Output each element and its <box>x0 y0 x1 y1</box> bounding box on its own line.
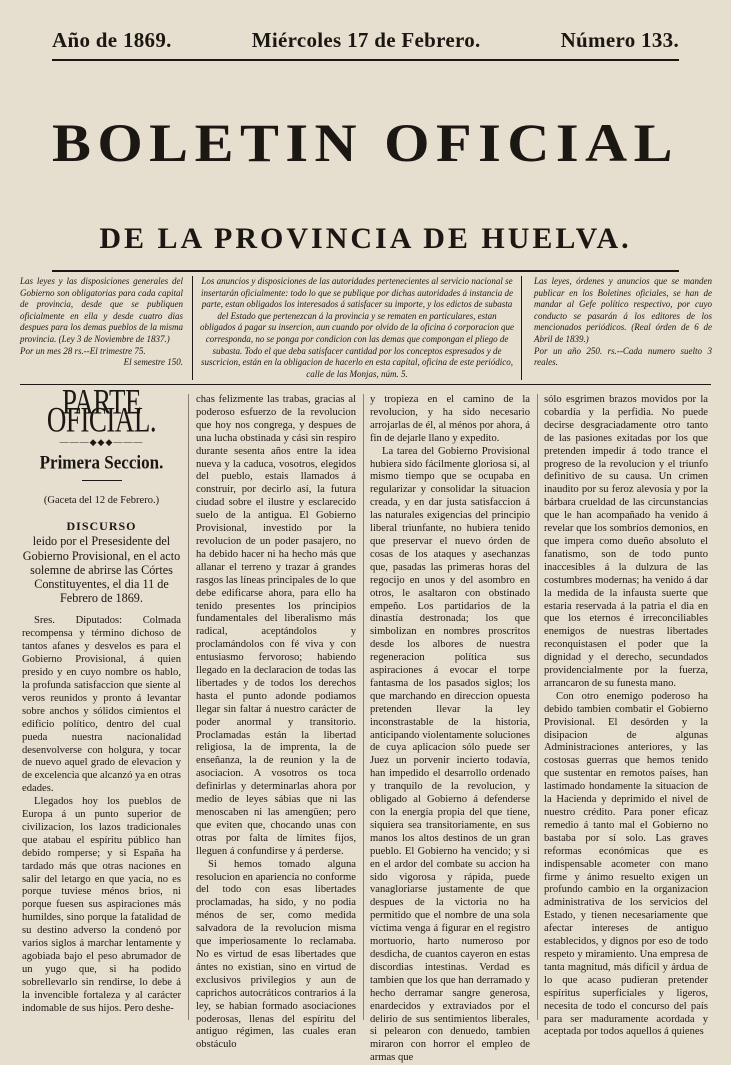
column-divider <box>363 394 364 1020</box>
paragraph: Si hemos tomado alguna resolucion en apariencia no conforme del todo con esas libertades proclamadas, ha sido, y no podia ménos de ser, como medida salvadora de la revolucion misma que imperiosamente lo reclamaba. No es virtud de esas libertades que ántes no existian, sino en virtud de exclusivos privilegios y aun de caprichos autocráticos contrarios á la ley, se habian formado asociaciones poderosas, llenas del espíritu del antiguo régimen, las cuales eran obstáculo <box>196 858 356 1051</box>
gazette-reference: (Gaceta del 12 de Febrero.) <box>43 494 160 506</box>
subsection-heading: Primera Seccion. <box>39 451 164 473</box>
notice-right-price: Por un año 250. rs.--Cada numero suelto 3 reales. <box>534 345 712 368</box>
column-3 <box>370 394 530 1065</box>
paragraph: Con otro enemigo poderoso ha debido tambien combatir el Gobierno Provisional. El desórden y la disipacion de algunas Administraciones anteriores, y las costosas guerras que hemos tenido que sustentar en remotos países, han lastimado hondamente la situacion de la Hacienda y deprimido el nivel de nuestro crédito. Para poner eficaz remedio á tanto mal el Gobierno no bastaba por sí solo. Las graves reformas económicas que es indispensable acometer con mano firme y ánimo resuelto exigen un profundo cambio en la organizacion administrativa de los servicios del Estado, y tienen necesariamente que afectar intereses de antiguo establecidos, y dignos por eso de todo respeto y miramiento. Una empresa de tanta magnitud, más difícil y árdua de lo que acaso pudieran pretender espíritus superficiales y ligeros, necesita de todo el concurso del país para ser maduramente acordada y aceptada por todos aquellos á quienes <box>544 690 708 1038</box>
notice-left <box>20 276 183 369</box>
short-rule <box>82 480 122 481</box>
paragraph: Sres. Diputados: Colmada recompensa y término dichoso de tantos afanes y desvelos es para el Gobierno Provisional, á quien presido y en cuyo nombre os hablo, la profunda satisfaccion que siente al veros reunidos y pronto á levantar sobre anchos y sólidos cimientos el edificio político, dentro del cual pueda nuestra nacionalidad desenvolverse con holgura, y tocar de nuevo aquel grado de elevacion y de excelencia que alcanzó ya en otras edades. <box>22 615 181 795</box>
masthead-line <box>52 28 679 54</box>
ornament-divider: ———◆◆◆——— <box>59 436 144 447</box>
issue-year: Año de 1869. <box>52 28 172 52</box>
paragraph: chas felizmente las trabas, gracias al poderoso esfuerzo de la revolucion que hoy nos congrega, y despues de una lucha obstinada y cási sin respiro durante sesenta años entre la idea nueva y la caduca, vosotros, elegidos del pueblo, estais llamados á construir, por decirlo así, la futura ciudad sobre el ilustre y esclarecido suelo de la antigua. El Gobierno Provisional, investido por la revolucion de un poder pasajero, no ha debido hacer ni ha hecho más que allanar el terreno y trazar á grandes rasgos las líneas principales de lo que debe edificarse ahora, para ello ha tenido presentes los principios fundamentales del liberalismo más radical, aceptándolos y proclamándolos con fé viva y con entusiasmo fervoroso; habiendo llegado en la declaracion de todas las libertades y de todos los derechos hasta el punto adonde podiamos llegar sin faltar á nuestro carácter de poder anormal y transitorio. Proclamadas están la libertad religiosa, la de imprenta, la de enseñanza, la de reunion y la de asociacion. A vosotros os toca definirlas y determinarlas ahora por medio de leyes sábias que ni las menoscaben ni las amengüen; pero que eviten que, chocando unas con otras por falta de límites fijos, lleguen á confundirse y á perderse. <box>196 394 356 857</box>
section-heading: PARTE OFICIAL. <box>46 381 157 440</box>
paragraph: sólo esgrimen brazos movidos por la cobardía y la perfidia. No puede decirse desgraciadamente otro tanto de las pasiones exitadas por los que pretenden impedir á todo trance el progreso de la revolucion y el triunfo definitivo de su causa. Un crímen inaudito por su feroz alevosía y por la bárbara crueldad de las circunstancias que le han acompañado ha venido á revelar que los sombríos demonios, en que impera como dueño absoluto el fanatismo, son de todo punto inaccesibles á la dulzura de las costumbres modernas; ha venido á dar la medida de la infausta suerte que estaria reservada á la patria el dia en que los eternos é irreconciliables enemigos de nuestras libertades reconquistasen el poder que la dignidad y el derecho, secundados providencialmente por la fuerza, arrancaron de su funesta mano. <box>544 394 708 689</box>
notice-center: Los anuncios y disposiciones de las autoridades pertenecientes al servicio nacional se insertarán oficialmente: todo lo que se publique por dichas autoridades á instancia de parte, estan obligados los interesados á satisfacer su importe, y los edictos de subasta del Estado que pertenezcan á la provincia y se rematen en particulares, estan obligados á pagar su insercion, aun cuando por olvido de la oficina ó corporacion que corresponda, no se ponga por condicion con las demas que compongan el pliego de subasta. Todo el que deba satisfacer cantidad por los conceptos espresados y de suscricion, están en la obligacion de hacerlo en esta capital, oficina de este periódico, calle de las Monjas, núm. 5. <box>192 276 522 380</box>
newspaper-title: BOLETIN OFICIAL <box>51 113 680 173</box>
paragraph: La tarea del Gobierno Provisional hubiera sido fácilmente gloriosa si, al mismo tiempo que se ocupaba en regularizar y consolidar la situacion creada, y en dar justa satisfaccion á las naturales exigencias del principio liberal triunfante, no hubiera tenido que preservar el nuevo órden de cosas de los ataques y asechanzas que, pasadas las primeras horas del regocijo en unos y del asombro en otros, le asaltaron con obstinado empeño. Los partidarios de la dinastía destronada; los que simbolizan en nombres proscritos desde los albores de nuestra regeneracion política sus aspiraciones á evocar el torpe fantasma de los pasados siglos; los que marchando en direccion opuesta pretenden llevar la ley inconstrastable de la historia, anticipando violentamente soluciones de cuya aplicacion sólo puede ser Juez un porvenir incierto todavía, han impedido el desarrollo ordenado y tranquilo de la revolucion, y obligado al Gobierno á defenderse con la energía propia del que tiene, siquiera sea transitoriamente, en sus manos los altos destinos de un gran pueblo. El Gobierno ha vencido; y si en el ardor del combate su accion ha sido vigorosa y rápida, puede vanagloriarse justamente de que despues de la victoria no ha permitido que el nombre de una sola víctima venga á figurar en el registro mortuorio, harto numeroso por desdicha, de cuantos cayeron en estas discordias intestinas. Verdad es tambien que los que han derramado y hecho derramar sangre generosa, enardecidos y extraviados por el delirio de sus sentimientos liberales, si pelearon con denuedo, tambien miraron con horror el empleo de armas que <box>370 445 530 1064</box>
issue-date: Miércoles 17 de Febrero. <box>251 28 481 52</box>
column-divider <box>537 394 538 1020</box>
newspaper-subtitle: DE LA PROVINCIA DE HUELVA. <box>99 222 632 255</box>
column-4 <box>544 394 708 1039</box>
notice-right <box>534 276 712 369</box>
paragraph: y tropieza en el camino de la revolucion, y ha sido necesario arrojarlas de él, al ménos por ahora, á fin de dejarle llano y expedito. <box>370 394 530 444</box>
issue-number: Número 133. <box>560 28 679 52</box>
notice-left-price-2: El semestre 150. <box>123 357 183 368</box>
article-subheading: leido por el Presesidente del Gobierno Provisional, en el acto solemne de abrirse las Córtes Constituyentes, el dia 11 de Febrero de 1869. <box>22 534 181 606</box>
header-rule <box>52 59 679 61</box>
notice-left-price-1: Por un mes 28 rs.--El trimestre 75. <box>20 345 146 356</box>
notice-right-text: Las leyes, órdenes y anuncios que se manden publicar en los Boletines oficiales, se han de mandar al Gefe político respectivo, por cuyo conducto se pasarán á los editores de los mencionados periódicos. (Real órden de 6 de Abril de 1839.) <box>534 276 712 344</box>
title-rule <box>52 270 679 272</box>
column-2 <box>196 394 356 1052</box>
column-divider <box>188 394 189 1020</box>
article-heading: DISCURSO <box>66 518 137 533</box>
column-1 <box>22 381 181 1016</box>
notice-left-text: Las leyes y las disposiciones generales del Gobierno son obligatorias para cada capital de provincia, desde que se publiquen oficialmente en ella y desde cuatro dias despues para los demas pueblos de la misma provincia. (Ley 3 de Noviembre de 1837.) <box>20 276 183 344</box>
paragraph: Llegados hoy los pueblos de Europa á un punto superior de civilizacion, los lazos tradicionales que atabau el espíritu público han debido romperse; y si España ha tardado más que otras naciones en salir del letargo en que yacia, no es porque tuviese ménos brios, ni porque fuesen sus aspiraciones más humildes, sino porque la fatalidad de su destino adverso la condenó por varios siglos á marchar lentamente y agobiada bajo el peso abrumador de un yugo que, si ha podido sobrellevarlo sin rendirse, lo debe á la invencible fortaleza y al carácter indomable de sus hijos. Pero deshe- <box>22 796 181 1014</box>
